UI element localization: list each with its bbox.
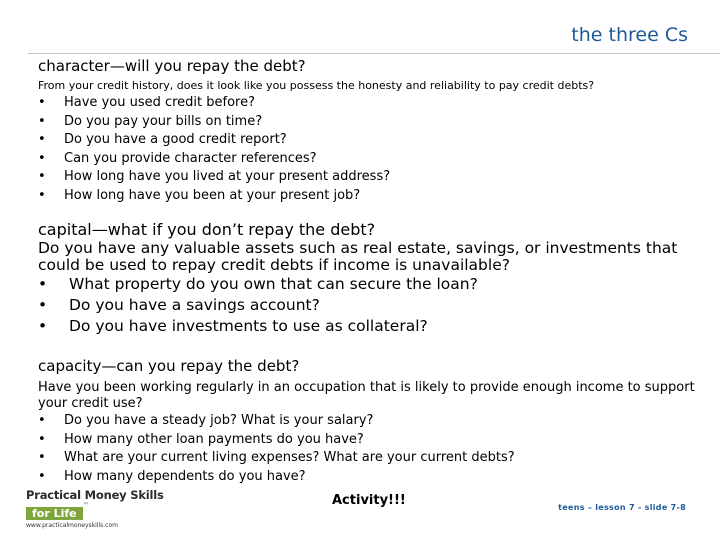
capital-section	[38, 220, 696, 337]
character-heading: character—will you repay the debt?	[38, 57, 306, 75]
capital-bullet-list	[38, 274, 696, 337]
slide-footer: teens – lesson 7 - slide 7-8	[558, 503, 686, 512]
activity-label: Activity!!!	[332, 493, 406, 508]
capacity-section	[38, 356, 696, 486]
list-item: • Do you have a steady job? What is your salary?	[38, 412, 696, 431]
list-item: • How long have you been at your present job?	[38, 187, 696, 206]
capacity-bullet-list	[38, 412, 696, 486]
list-item: • Do you have a savings account?	[38, 295, 696, 316]
capital-intro: Do you have any valuable assets such as real estate, savings, or investments that could be used to repay credit debts if income is unavailable?	[38, 239, 678, 274]
list-item: • How long have you lived at your present address?	[38, 168, 696, 187]
title-divider	[28, 53, 720, 54]
list-item: • How many dependents do you have?	[38, 468, 696, 487]
practical-money-skills-logo	[26, 488, 164, 529]
slide-title: the three Cs	[571, 24, 688, 46]
list-item: • Have you used credit before?	[38, 94, 696, 113]
character-intro: From your credit history, does it look like you possess the honesty and reliability to pay credit debts?	[38, 79, 595, 92]
logo-url: www.practicalmoneyskills.com	[26, 522, 119, 529]
list-item: • Do you have investments to use as collateral?	[38, 316, 696, 337]
list-item: • Do you pay your bills on time?	[38, 113, 696, 132]
capacity-intro: Have you been working regularly in an occupation that is likely to provide enough income to support your credit use?	[38, 380, 695, 411]
capacity-heading: capacity—can you repay the debt?	[38, 357, 300, 375]
logo-line2: for Life	[26, 507, 83, 520]
logo-trademark: ™	[82, 502, 89, 509]
capital-heading: capital—what if you don’t repay the debt?	[38, 220, 376, 239]
character-section	[38, 56, 696, 205]
logo-line1: Practical Money Skills	[26, 488, 164, 502]
list-item: • How many other loan payments do you have?	[38, 431, 696, 450]
character-bullet-list	[38, 94, 696, 205]
list-item: • Can you provide character references?	[38, 150, 696, 169]
list-item: • Do you have a good credit report?	[38, 131, 696, 150]
list-item: • What are your current living expenses? What are your current debts?	[38, 449, 696, 468]
list-item: • What property do you own that can secure the loan?	[38, 274, 696, 295]
